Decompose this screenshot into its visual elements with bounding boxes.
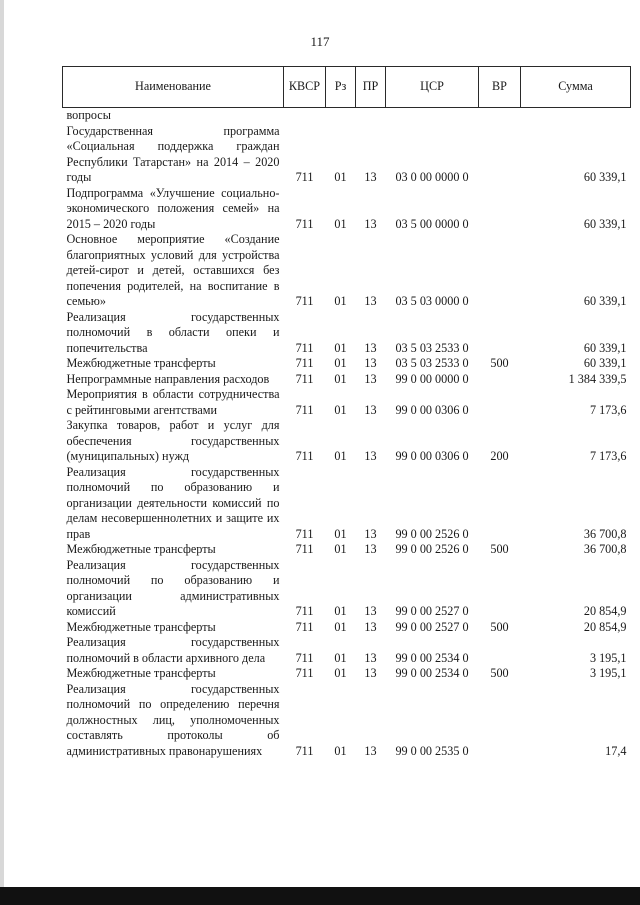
cell-csr: 99 0 00 0306 0 xyxy=(395,402,469,417)
table-row xyxy=(63,465,631,543)
cell-name: Закупка товаров, работ и услуг для обеспечения государственных (муниципальных) нужд xyxy=(66,418,280,463)
cell-vr: 500 xyxy=(490,666,509,680)
cell-name: Подпрограмма «Улучшение социально-экономического положения семей» на 2015 – 2020 годы xyxy=(66,185,280,231)
cell-pr: 13 xyxy=(364,371,377,386)
cell-vr xyxy=(479,186,521,233)
table-row xyxy=(63,666,631,682)
header-kvsr: КВСР xyxy=(284,67,326,108)
cell-rz: 01 xyxy=(334,294,347,308)
cell-csr xyxy=(386,108,479,124)
cell-rz: 01 xyxy=(334,604,347,618)
cell-kvsr: 711 xyxy=(295,743,314,758)
cell-sum: 3 195,1 xyxy=(589,666,627,680)
cell-csr: 99 0 00 0306 0 xyxy=(395,449,469,463)
cell-name: Реализация государственных полномочий в области архивного дела xyxy=(66,635,280,665)
cell-vr: 200 xyxy=(490,449,509,463)
scan-edge-shadow xyxy=(0,0,4,905)
page-number: 117 xyxy=(310,34,330,49)
cell-vr xyxy=(479,232,521,310)
cell-vr: 500 xyxy=(490,542,509,556)
cell-kvsr: 711 xyxy=(295,650,314,665)
cell-sum: 20 854,9 xyxy=(583,604,627,618)
header-rz: Рз xyxy=(326,67,356,108)
cell-sum: 60 339,1 xyxy=(583,170,627,184)
cell-csr: 03 5 00 0000 0 xyxy=(395,216,469,231)
cell-sum: 36 700,8 xyxy=(583,526,627,541)
cell-sum: 1 384 339,5 xyxy=(568,371,627,386)
cell-vr xyxy=(479,310,521,357)
cell-sum: 7 173,6 xyxy=(589,449,627,463)
table-row xyxy=(63,124,631,186)
table-row xyxy=(63,542,631,558)
cell-rz: 01 xyxy=(334,650,347,665)
header-pr: ПР xyxy=(356,67,386,108)
cell-csr: 99 0 00 0000 0 xyxy=(395,371,469,386)
cell-name: Реализация государственных полномочий по определению перечня должностных лиц, уполномоченных составлять протоколы об административных правонарушениях xyxy=(66,681,280,758)
cell-name: Основное мероприятие «Создание благоприятных условий для устройства детей-сирот и детей, оставшихся без попечения родителей, на воспитание в семью» xyxy=(66,232,280,308)
cell-csr: 99 0 00 2527 0 xyxy=(395,619,469,634)
cell-rz: 01 xyxy=(334,666,347,680)
cell-pr: 13 xyxy=(364,340,377,355)
cell-sum: 7 173,6 xyxy=(589,402,627,417)
cell-sum: 36 700,8 xyxy=(583,542,627,556)
cell-vr: 500 xyxy=(490,356,509,370)
cell-name: Межбюджетные трансферты xyxy=(66,666,216,680)
cell-name: Реализация государственных полномочий по образованию и организации административных комиссий xyxy=(66,557,280,618)
cell-csr: 03 5 03 0000 0 xyxy=(395,294,469,308)
cell-pr: 13 xyxy=(364,294,377,308)
cell-name: Государственная программа «Социальная поддержка граждан Республики Татарстан» на 2014 – 2020 годы xyxy=(66,123,280,184)
cell-kvsr xyxy=(284,108,326,124)
scan-bottom-edge xyxy=(0,887,640,905)
cell-rz xyxy=(326,108,356,124)
cell-pr: 13 xyxy=(364,604,377,618)
table-header-row xyxy=(63,67,631,108)
cell-csr: 99 0 00 2534 0 xyxy=(395,650,469,665)
cell-kvsr: 711 xyxy=(295,619,314,634)
cell-csr: 03 0 00 0000 0 xyxy=(395,170,469,184)
table-row xyxy=(63,558,631,620)
cell-rz: 01 xyxy=(334,526,347,541)
cell-kvsr: 711 xyxy=(295,216,314,231)
cell-pr: 13 xyxy=(364,650,377,665)
cell-rz: 01 xyxy=(334,542,347,556)
cell-sum: 60 339,1 xyxy=(583,216,627,231)
cell-csr: 99 0 00 2535 0 xyxy=(395,743,469,758)
cell-name: вопросы xyxy=(66,108,111,122)
table-row xyxy=(63,620,631,636)
cell-name: Межбюджетные трансферты xyxy=(66,619,216,634)
table-row xyxy=(63,356,631,372)
cell-pr: 13 xyxy=(364,170,377,184)
cell-rz: 01 xyxy=(334,340,347,355)
cell-sum xyxy=(521,108,631,124)
cell-sum: 17,4 xyxy=(605,743,627,758)
cell-vr xyxy=(479,635,521,666)
cell-name: Межбюджетные трансферты xyxy=(66,542,216,556)
header-csr: ЦСР xyxy=(386,67,479,108)
table-row xyxy=(63,387,631,418)
table-row xyxy=(63,186,631,233)
cell-rz: 01 xyxy=(334,371,347,386)
cell-pr: 13 xyxy=(364,216,377,231)
cell-pr xyxy=(356,108,386,124)
cell-rz: 01 xyxy=(334,216,347,231)
cell-vr: 500 xyxy=(490,619,509,634)
cell-kvsr: 711 xyxy=(295,666,314,680)
table-row xyxy=(63,108,631,124)
cell-kvsr: 711 xyxy=(295,526,314,541)
table-row xyxy=(63,682,631,760)
cell-csr: 03 5 03 2533 0 xyxy=(395,340,469,355)
cell-name: Мероприятия в области сотрудничества с рейтинговыми агентствами xyxy=(66,387,280,417)
cell-csr: 99 0 00 2526 0 xyxy=(395,542,469,556)
cell-vr xyxy=(479,682,521,760)
table-row xyxy=(63,635,631,666)
cell-kvsr: 711 xyxy=(295,170,314,184)
cell-kvsr: 711 xyxy=(295,542,314,556)
cell-kvsr: 711 xyxy=(295,449,314,463)
cell-kvsr: 711 xyxy=(295,371,314,386)
cell-rz: 01 xyxy=(334,449,347,463)
budget-table xyxy=(62,66,631,759)
cell-csr: 99 0 00 2534 0 xyxy=(395,666,469,680)
cell-vr xyxy=(479,558,521,620)
cell-pr: 13 xyxy=(364,449,377,463)
cell-csr: 99 0 00 2527 0 xyxy=(395,604,469,618)
cell-pr: 13 xyxy=(364,402,377,417)
cell-pr: 13 xyxy=(364,356,377,370)
cell-pr: 13 xyxy=(364,666,377,680)
cell-csr: 99 0 00 2526 0 xyxy=(395,526,469,541)
cell-sum: 20 854,9 xyxy=(583,619,627,634)
cell-pr: 13 xyxy=(364,526,377,541)
cell-vr xyxy=(479,387,521,418)
header-sum: Сумма xyxy=(521,67,631,108)
cell-pr: 13 xyxy=(364,743,377,758)
cell-sum: 3 195,1 xyxy=(589,650,627,665)
header-vr: ВР xyxy=(479,67,521,108)
cell-rz: 01 xyxy=(334,743,347,758)
cell-name: Межбюджетные трансферты xyxy=(66,356,216,370)
table-row xyxy=(63,232,631,310)
cell-kvsr: 711 xyxy=(295,402,314,417)
cell-sum: 60 339,1 xyxy=(583,356,627,370)
cell-pr: 13 xyxy=(364,542,377,556)
cell-sum: 60 339,1 xyxy=(583,340,627,355)
cell-kvsr: 711 xyxy=(295,294,314,308)
table-row xyxy=(63,418,631,465)
cell-csr: 03 5 03 2533 0 xyxy=(395,356,469,370)
cell-kvsr: 711 xyxy=(295,356,314,370)
table-row xyxy=(63,310,631,357)
cell-rz: 01 xyxy=(334,170,347,184)
cell-name: Непрограммные направления расходов xyxy=(66,371,270,386)
cell-rz: 01 xyxy=(334,356,347,370)
cell-vr xyxy=(479,372,521,388)
cell-rz: 01 xyxy=(334,402,347,417)
cell-name: Реализация государственных полномочий в области опеки и попечительства xyxy=(66,309,280,355)
cell-vr xyxy=(479,108,521,124)
cell-rz: 01 xyxy=(334,619,347,634)
cell-kvsr: 711 xyxy=(295,340,314,355)
cell-vr xyxy=(479,124,521,186)
header-name: Наименование xyxy=(63,67,284,108)
table-row xyxy=(63,372,631,388)
cell-name: Реализация государственных полномочий по образованию и организации деятельности комиссий по делам несовершеннолетних и защите их прав xyxy=(66,464,280,541)
cell-sum: 60 339,1 xyxy=(583,294,627,308)
cell-vr xyxy=(479,465,521,543)
cell-pr: 13 xyxy=(364,619,377,634)
cell-kvsr: 711 xyxy=(295,604,314,618)
